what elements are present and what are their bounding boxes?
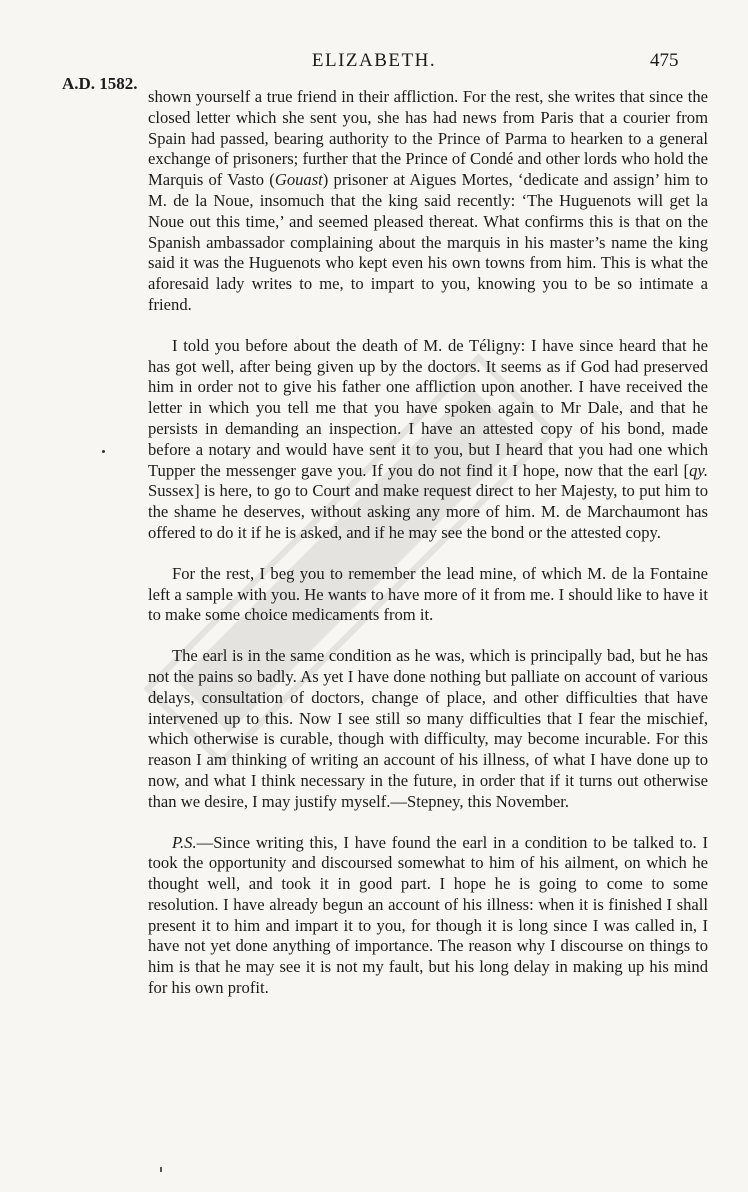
letter-body: [148, 87, 708, 1019]
running-header-title: ELIZABETH.: [311, 50, 437, 71]
stray-mark: [102, 450, 105, 453]
paragraph: I told you before about the death of M. de Téligny: I have since heard that he has got well, after being given up by the doctors. It seems as if God had preserved him in order not to give his father one affliction upon another. I have received the letter in which you tell me that you have spoken again to Mr Dale, and that he persists in demanding an inspection. I have an attested copy of his bond, made before a notary and would have sent it to you, but I heard that you had one which Tupper the messenger gave you. If you do not find it I hope, now that the earl [qy. Sussex] is here, to go to Court and make request direct to her Majesty, to put him to the shame he deserves, without asking any more of him. M. de Marchaumont has offered to do it if he is asked, and if he may see the bond or the attested copy.: [148, 335, 708, 542]
page-number: 475: [650, 50, 679, 71]
paragraph: shown yourself a true friend in their affliction. For the rest, she writes that since the closed letter which she sent you, she has had news from Paris that a courier from Spain had passed, bearing authority to the Prince of Parma to hearken to a general exchange of prisoners; further that the Prince of Condé and other lords who hold the Marquis of Vasto (Gouast) prisoner at Aigues Mortes, ‘dedicate and assign’ him to M. de la Noue, insomuch that the king said recently: ‘The Huguenots will get la Noue out this time,’ and seemed pleased thereat. What confirms this is that on the Spanish ambassador complaining about the marquis in his master’s name the king said it was the Huguenots who kept even his own towns from him. This is what the aforesaid lady writes to me, to impart to you, knowing you to be so intimate a friend.: [148, 87, 708, 314]
stray-mark: [160, 1167, 162, 1172]
postscript: [148, 833, 708, 999]
postscript-label: P.S.: [172, 832, 197, 852]
margin-year: A.D. 1582.: [62, 74, 138, 93]
paragraph: The earl is in the same condition as he was, which is principally bad, but he has not the pains so badly. As yet I have done nothing but palliate on account of various delays, consultation of doctors, change of place, and other difficulties that have intervened up to this. Now I see still so many difficulties that I fear the mischief, which otherwise is curable, though with difficulty, may become incurable. For this reason I am thinking of writing an account of his illness, of what I have done up to now, and what I think necessary in the future, in order that if it turns out otherwise than we desire, I may justify myself.—Stepney, this November.: [148, 646, 708, 811]
postscript-text: —Since writing this, I have found the earl in a condition to be talked to. I took the opportunity and discoursed somewhat to him of his ailment, on which he thought well, and took it in good part. I hope he is going to come to some resolution. I have already begun an account of his illness: when it is finished I shall present it to him and impart it to you, for though it is long since I was called in, I have not yet done anything of importance. The reason why I discourse on things to him is that he may see it is not my fault, but his long delay in making up his mind for his own profit.: [148, 832, 708, 998]
paragraph: For the rest, I beg you to remember the lead mine, of which M. de la Fontaine left a sample with you. He wants to have more of it from me. I should like to have it to make some choice medicaments from it.: [148, 563, 708, 625]
